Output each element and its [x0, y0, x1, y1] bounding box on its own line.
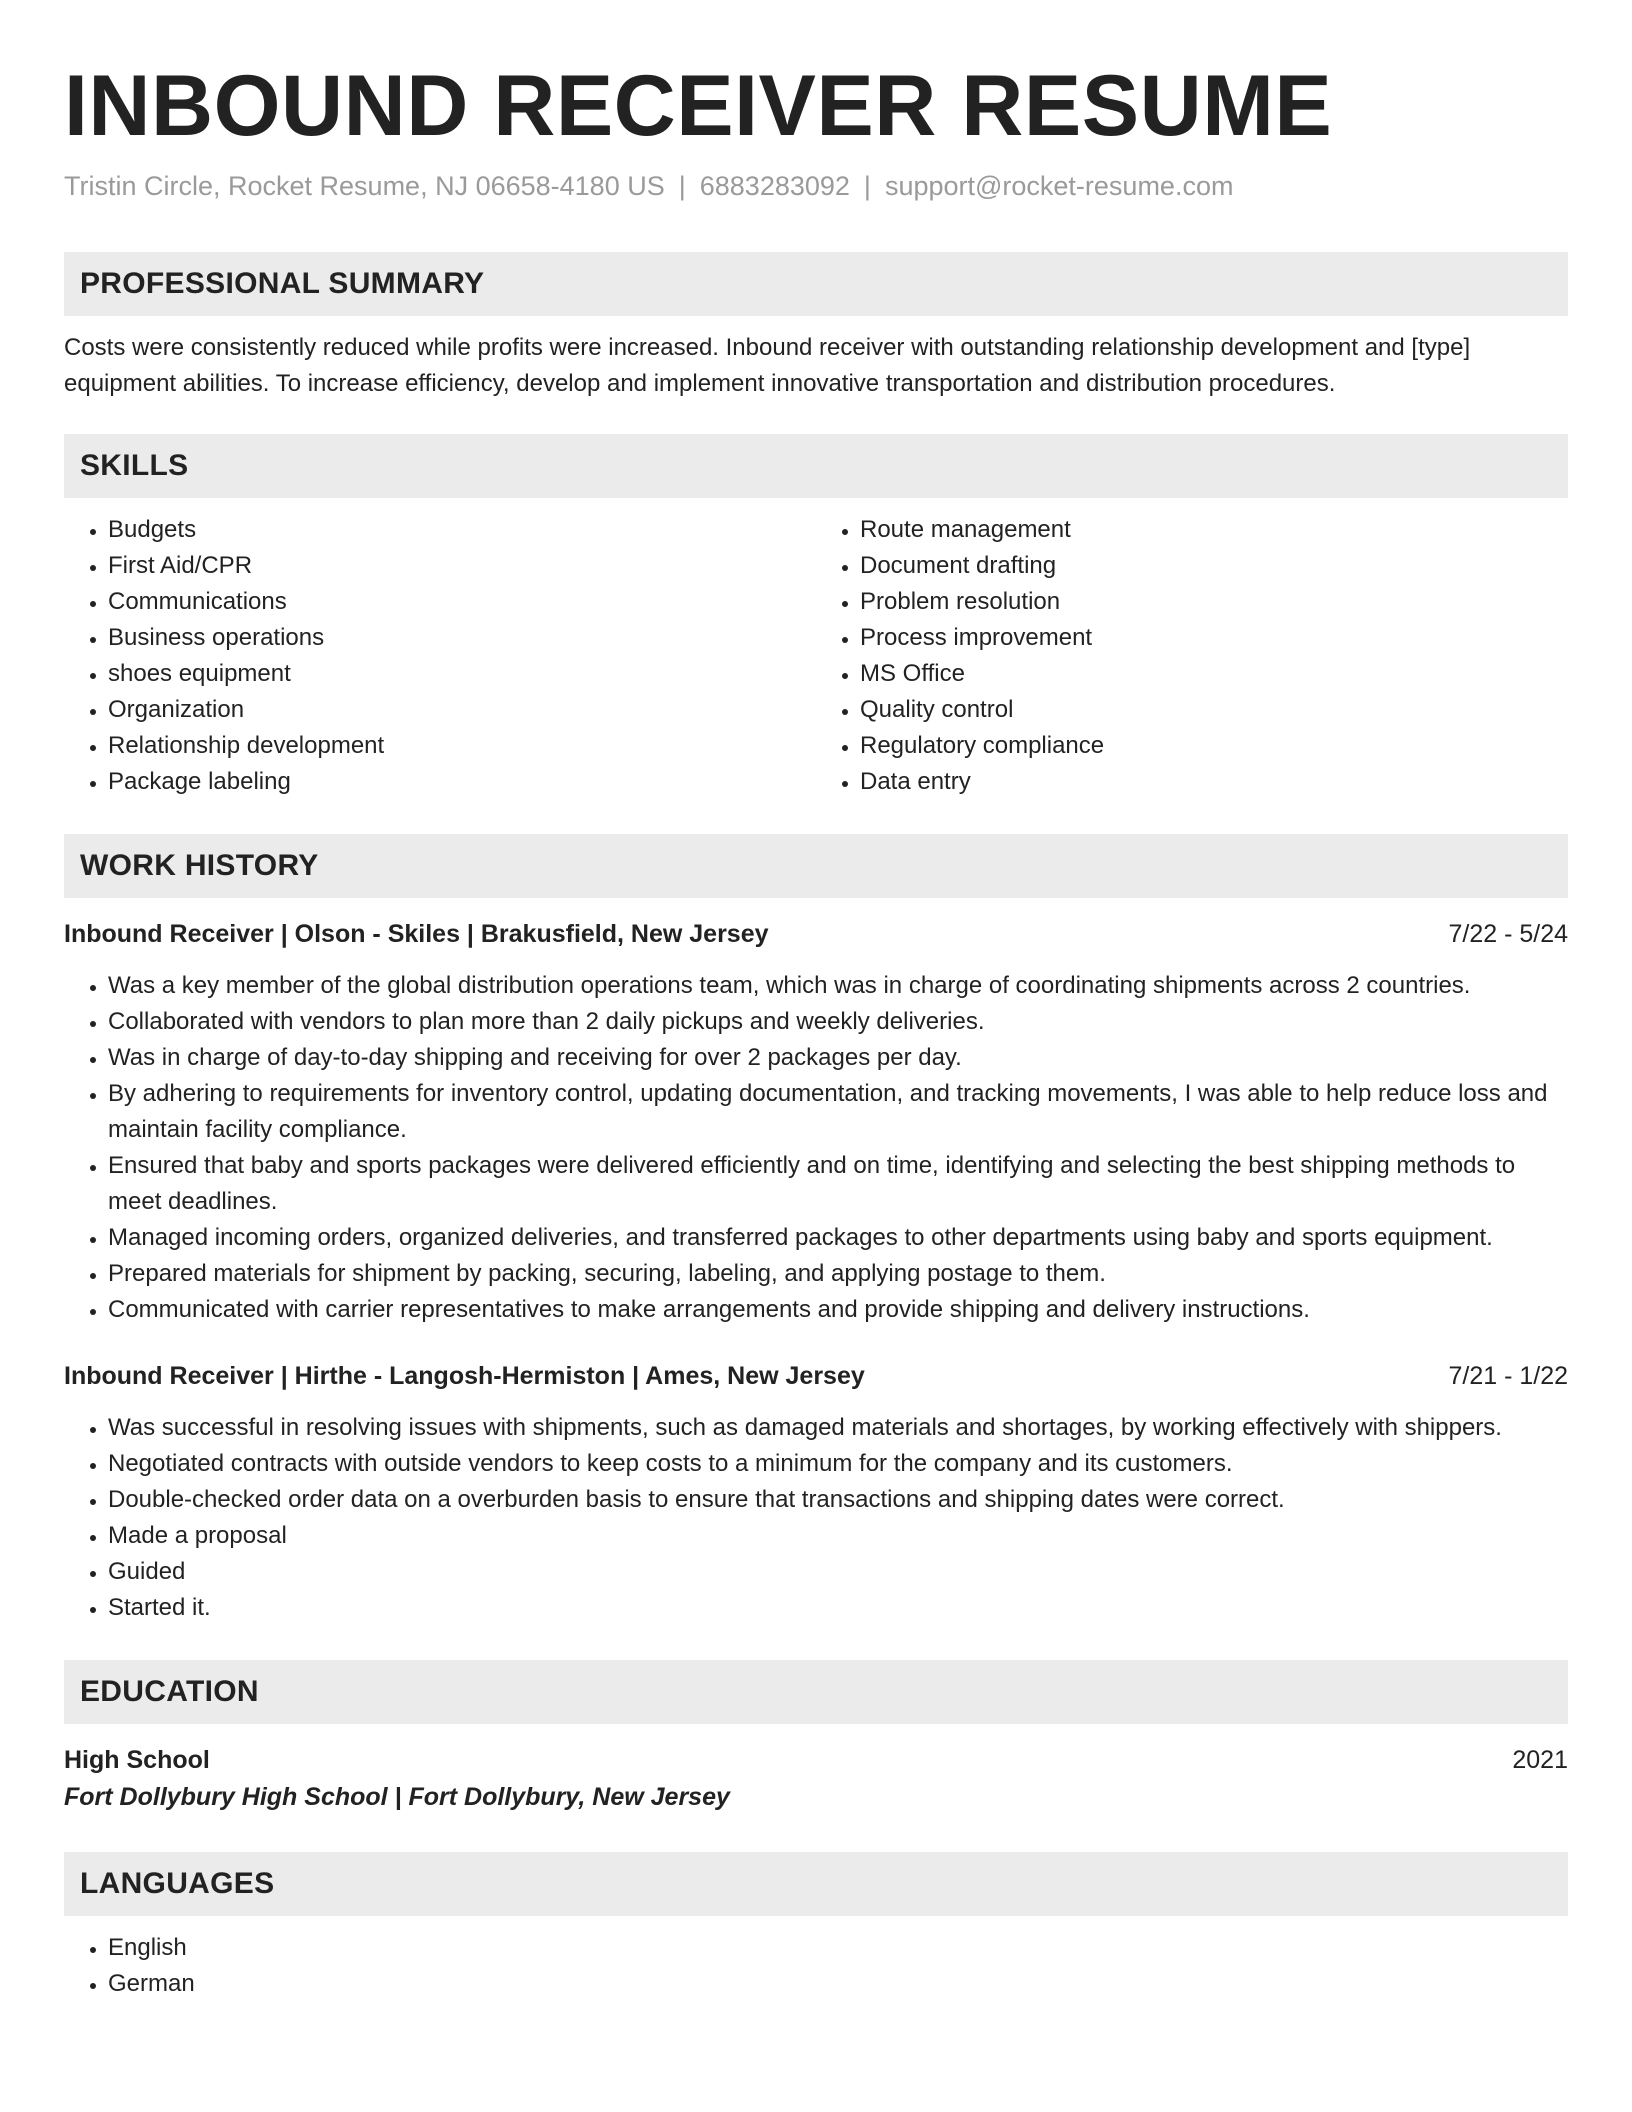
job-bullet: • Was successful in resolving issues with shipments, such as damaged materials and shortages, by working effectively with shippers.: [108, 1410, 1568, 1446]
skills-heading: SKILLS: [64, 434, 1568, 498]
skills-grid: [64, 512, 1568, 800]
job-bullet: • By adhering to requirements for inventory control, updating documentation, and tracking movements, I was able to help reduce loss and maintain facility compliance.: [108, 1076, 1568, 1148]
work-heading: WORK HISTORY: [64, 834, 1568, 898]
languages-heading: LANGUAGES: [64, 1852, 1568, 1916]
skill-item: • Budgets: [108, 512, 816, 548]
job-bullet: • Was in charge of day-to-day shipping and receiving for over 2 packages per day.: [108, 1040, 1568, 1076]
skill-item: • First Aid/CPR: [108, 548, 816, 584]
skill-item: • Document drafting: [860, 548, 1568, 584]
contact-line: [64, 168, 1568, 204]
job-bullet: • Ensured that baby and sports packages were delivered efficiently and on time, identifying and selecting the best shipping methods to meet deadlines.: [108, 1148, 1568, 1220]
education-section: [64, 1660, 1568, 1816]
skill-item: • MS Office: [860, 656, 1568, 692]
job-bullets: [64, 1410, 1568, 1626]
job-entry: [64, 916, 1568, 1328]
job-bullet: • Double-checked order data on a overburden basis to ensure that transactions and shipping dates were correct.: [108, 1482, 1568, 1518]
skills-list-left: [64, 512, 816, 800]
contact-separator: |: [678, 171, 686, 201]
skill-item: • Process improvement: [860, 620, 1568, 656]
job-dates: 7/22 - 5/24: [1448, 920, 1568, 948]
education-year: 2021: [1512, 1746, 1568, 1774]
contact-separator: |: [863, 171, 871, 201]
education-school: Fort Dollybury High School | Fort Dollybury, New Jersey: [64, 1783, 730, 1811]
job-header: [64, 1358, 1568, 1394]
education-row: [64, 1742, 1568, 1778]
skill-item: • Communications: [108, 584, 816, 620]
languages-list: [64, 1930, 1568, 2002]
education-heading: EDUCATION: [64, 1660, 1568, 1724]
job-dates: 7/21 - 1/22: [1448, 1362, 1568, 1390]
skill-item: • shoes equipment: [108, 656, 816, 692]
work-section: [64, 834, 1568, 1626]
contact-phone: 6883283092: [699, 171, 850, 201]
job-bullet: • Was a key member of the global distribution operations team, which was in charge of coordinating shipments across 2 countries.: [108, 968, 1568, 1004]
skill-item: • Quality control: [860, 692, 1568, 728]
skill-item: • Problem resolution: [860, 584, 1568, 620]
resume-title: INBOUND RECEIVER RESUME: [64, 58, 1333, 154]
skill-item: • Business operations: [108, 620, 816, 656]
summary-section: [64, 252, 1568, 402]
summary-heading: PROFESSIONAL SUMMARY: [64, 252, 1568, 316]
contact-address: Tristin Circle, Rocket Resume, NJ 06658-4180 US: [64, 171, 665, 201]
skills-section: [64, 434, 1568, 800]
skill-item: • Organization: [108, 692, 816, 728]
contact-email: support@rocket-resume.com: [884, 171, 1234, 201]
skill-item: • Relationship development: [108, 728, 816, 764]
skill-item: • Route management: [860, 512, 1568, 548]
skill-item: • Data entry: [860, 764, 1568, 800]
summary-text: Costs were consistently reduced while profits were increased. Inbound receiver with outstanding relationship development and [type] equipment abilities. To increase efficiency, develop and implement innovative transportation and distribution procedures.: [64, 334, 1471, 397]
skill-item: • Package labeling: [108, 764, 816, 800]
job-title: Inbound Receiver | Olson - Skiles | Brakusfield, New Jersey: [64, 920, 769, 948]
education-degree: High School: [64, 1746, 210, 1774]
job-bullet: • Communicated with carrier representatives to make arrangements and provide shipping and delivery instructions.: [108, 1292, 1568, 1328]
job-bullet: • Prepared materials for shipment by packing, securing, labeling, and applying postage to them.: [108, 1256, 1568, 1292]
language-item: • German: [108, 1966, 1568, 2002]
job-bullet: • Managed incoming orders, organized deliveries, and transferred packages to other departments using baby and sports equipment.: [108, 1220, 1568, 1256]
skills-column-left: [64, 512, 816, 800]
language-item: • English: [108, 1930, 1568, 1966]
skills-column-right: [816, 512, 1568, 800]
job-bullet: • Negotiated contracts with outside vendors to keep costs to a minimum for the company and its customers.: [108, 1446, 1568, 1482]
languages-section: [64, 1852, 1568, 2002]
skills-list-right: [816, 512, 1568, 800]
job-entry: [64, 1358, 1568, 1626]
job-bullet: • Made a proposal: [108, 1518, 1568, 1554]
job-bullet: • Guided: [108, 1554, 1568, 1590]
job-title: Inbound Receiver | Hirthe - Langosh-Hermiston | Ames, New Jersey: [64, 1362, 865, 1390]
job-header: [64, 916, 1568, 952]
job-bullet: • Started it.: [108, 1590, 1568, 1626]
job-bullet: • Collaborated with vendors to plan more than 2 daily pickups and weekly deliveries.: [108, 1004, 1568, 1040]
skill-item: • Regulatory compliance: [860, 728, 1568, 764]
job-bullets: [64, 968, 1568, 1328]
